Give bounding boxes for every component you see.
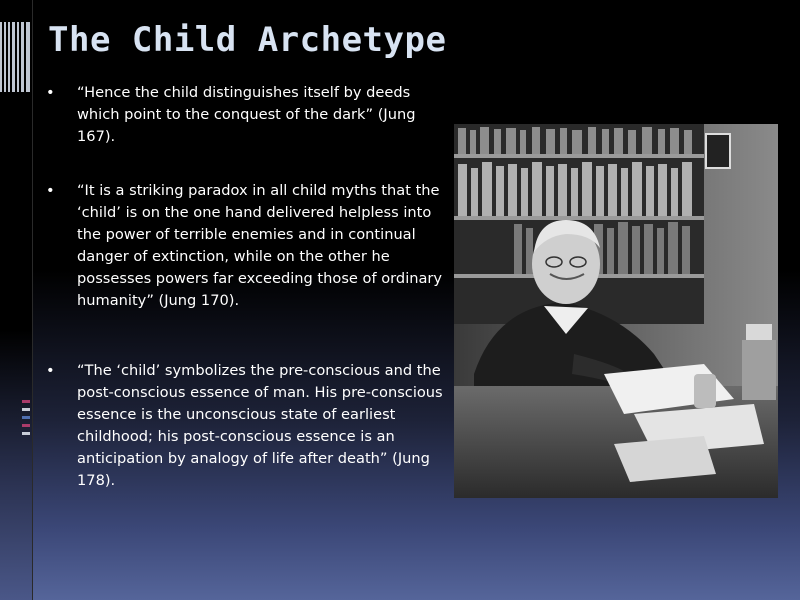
bullet-icon: • (46, 182, 55, 199)
bullet-item (40, 180, 445, 312)
bullet-icon: • (46, 362, 55, 379)
bullet-text: “Hence the child distinguishes itself by deeds which point to the conquest of the dark” (Jung 167). (77, 84, 416, 145)
bullet-text: “It is a striking paradox in all child myths that the ‘child’ is on the one hand delivered helpless into the power of terrible enemies and in continual danger of extinction, while on the other he possesses powers far exceeding those of ordinary humanity” (Jung 170). (77, 182, 443, 309)
striped-ornament-icon (0, 22, 32, 92)
accent-mark (22, 432, 30, 435)
accent-mark (22, 408, 30, 411)
bullet-icon: • (46, 84, 55, 101)
slide-title: The Child Archetype (48, 20, 447, 60)
accent-mark (22, 424, 30, 427)
bullet-list (40, 82, 445, 492)
accent-mark (22, 416, 30, 419)
portrait-photo (454, 124, 778, 498)
bullet-item (40, 360, 445, 492)
bullet-item (40, 82, 445, 148)
decorative-side-strip (0, 0, 33, 600)
bullet-text: “The ‘child’ symbolizes the pre-conscious and the post-conscious essence of man. His pre-conscious essence is the unconscious state of earliest childhood; his post-conscious essence is an anticipation by analogy of life after death” (Jung 178). (77, 362, 443, 489)
accent-mark (22, 400, 30, 403)
photo-illustration (454, 124, 778, 498)
